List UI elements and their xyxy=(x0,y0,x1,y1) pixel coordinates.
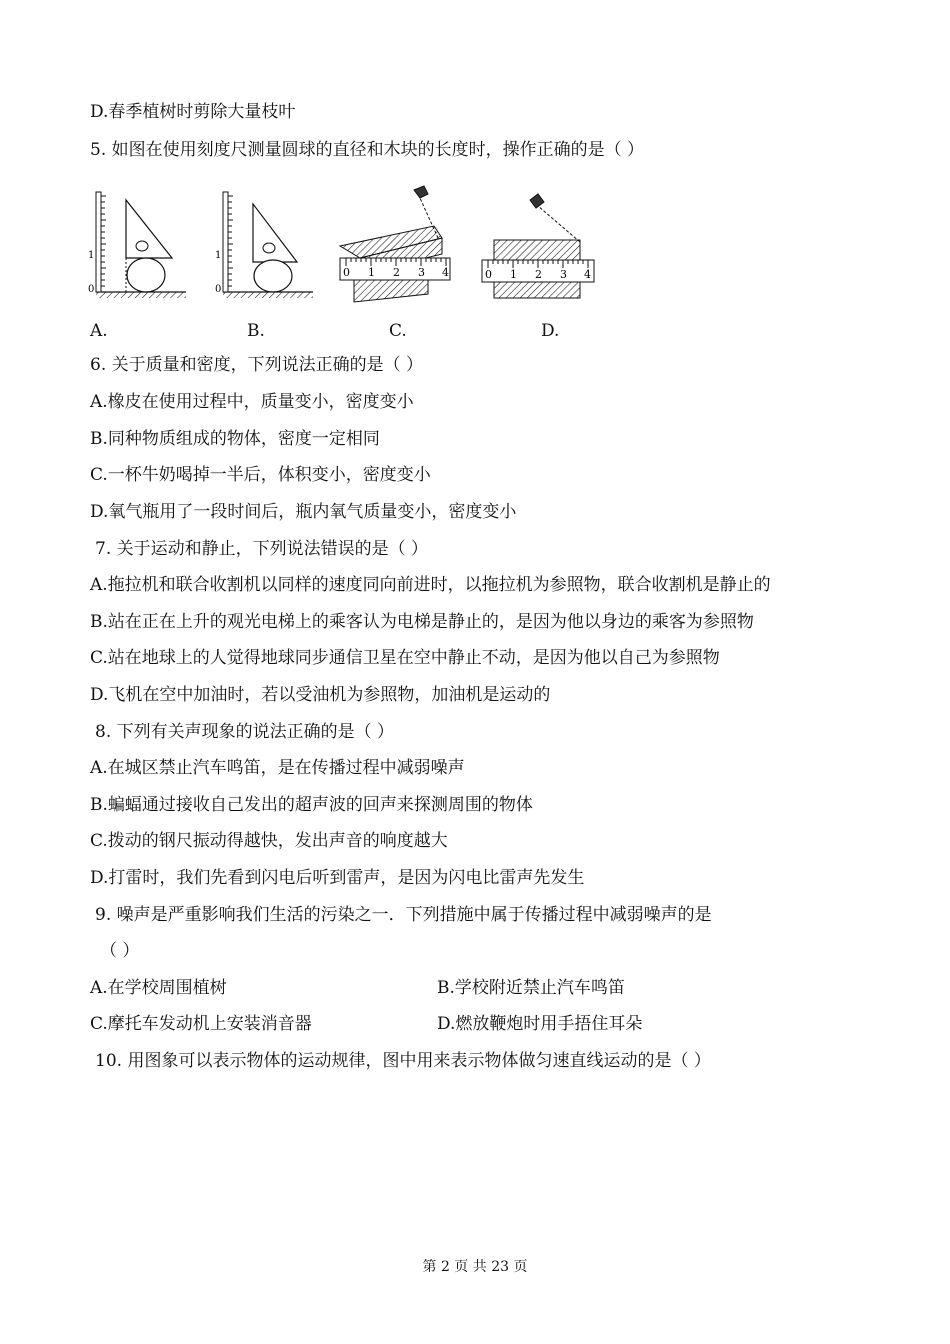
q6-option-a: A.橡皮在使用过程中，质量变小，密度变小 xyxy=(90,392,414,412)
ruler-tick-label: 0 xyxy=(215,284,222,295)
q5-stem: 5. 如图在使用刻度尺测量圆球的直径和木块的长度时，操作正确的是（ ） xyxy=(90,140,645,160)
q6-option-b: B.同种物质组成的物体，密度一定相同 xyxy=(90,429,380,449)
figure-label-d: D. xyxy=(541,321,560,341)
eye-icon xyxy=(530,194,544,208)
eye-icon xyxy=(414,186,428,198)
ruler-tick-label: 3 xyxy=(418,266,425,279)
ruler-tick-label: 4 xyxy=(584,268,591,281)
q6-option-c: C.一杯牛奶喝掉一半后，体积变小，密度变小 xyxy=(90,465,431,485)
ruler-tick-label: 1 xyxy=(510,268,517,281)
ruler-tick-label: 1 xyxy=(368,266,375,279)
figure-label-b: B. xyxy=(247,321,265,341)
q8-option-b: B.蝙蝠通过接收自己发出的超声波的回声来探测周围的物体 xyxy=(90,795,533,815)
ruler-tick-label: 0 xyxy=(88,284,95,295)
q9-option-d: D.燃放鞭炮时用手捂住耳朵 xyxy=(437,1014,643,1034)
figure-label-a: A. xyxy=(90,321,108,341)
q9-option-b: B.学校附近禁止汽车鸣笛 xyxy=(437,978,625,998)
q8-option-d: D.打雷时，我们先看到闪电后听到雷声，是因为闪电比雷声先发生 xyxy=(90,868,585,888)
q9-stem: 9. 噪声是严重影响我们生活的污染之一．下列措施中属于传播过程中减弱噪声的是 xyxy=(95,905,712,925)
figure-b xyxy=(215,182,315,304)
ruler-tick-label: 0 xyxy=(485,268,492,281)
q6-stem: 6. 关于质量和密度，下列说法正确的是（ ） xyxy=(90,355,424,375)
q10-stem: 10. 用图象可以表示物体的运动规律，图中用来表示物体做匀速直线运动的是（ ） xyxy=(95,1051,711,1071)
ruler-tick-label: 3 xyxy=(560,268,567,281)
q8-stem: 8. 下列有关声现象的说法正确的是（ ） xyxy=(95,722,395,742)
q4-option-d: D.春季植树时剪除大量枝叶 xyxy=(90,102,296,122)
page-footer: 第 2 页 共 23 页 xyxy=(422,1259,528,1275)
q7-option-c: C.站在地球上的人觉得地球同步通信卫星在空中静止不动，是因为他以自己为参照物 xyxy=(90,648,720,668)
figure-c xyxy=(338,182,458,304)
figure-label-c: C. xyxy=(389,321,407,341)
ruler-tick-label: 1 xyxy=(88,250,95,261)
q7-option-b: B.站在正在上升的观光电梯上的乘客认为电梯是静止的，是因为他以身边的乘客为参照物 xyxy=(90,612,754,632)
ruler-tick-label: 0 xyxy=(343,266,350,279)
q9-answer-blank: （ ） xyxy=(100,941,140,961)
q8-option-a: A.在城区禁止汽车鸣笛，是在传播过程中减弱噪声 xyxy=(90,758,465,778)
ruler-tick-label: 2 xyxy=(393,266,400,279)
figure-a xyxy=(88,182,188,304)
q9-option-a: A.在学校周围植树 xyxy=(90,978,227,998)
ruler-tick-label: 2 xyxy=(535,268,542,281)
q6-option-d: D.氧气瓶用了一段时间后，瓶内氧气质量变小，密度变小 xyxy=(90,502,517,522)
q7-option-d: D.飞机在空中加油时，若以受油机为参照物，加油机是运动的 xyxy=(90,685,551,705)
ruler-tick-label: 1 xyxy=(215,250,222,261)
ruler-tick-label: 4 xyxy=(442,266,449,279)
figure-d xyxy=(480,182,610,304)
q5-figures xyxy=(88,182,608,304)
q8-option-c: C.拨动的钢尺振动得越快，发出声音的响度越大 xyxy=(90,831,448,851)
q7-option-a: A.拖拉机和联合收割机以同样的速度同向前进时，以拖拉机为参照物，联合收割机是静止的 xyxy=(90,575,771,595)
q7-stem: 7. 关于运动和静止，下列说法错误的是（ ） xyxy=(95,539,429,559)
q9-option-c: C.摩托车发动机上安装消音器 xyxy=(90,1014,312,1034)
